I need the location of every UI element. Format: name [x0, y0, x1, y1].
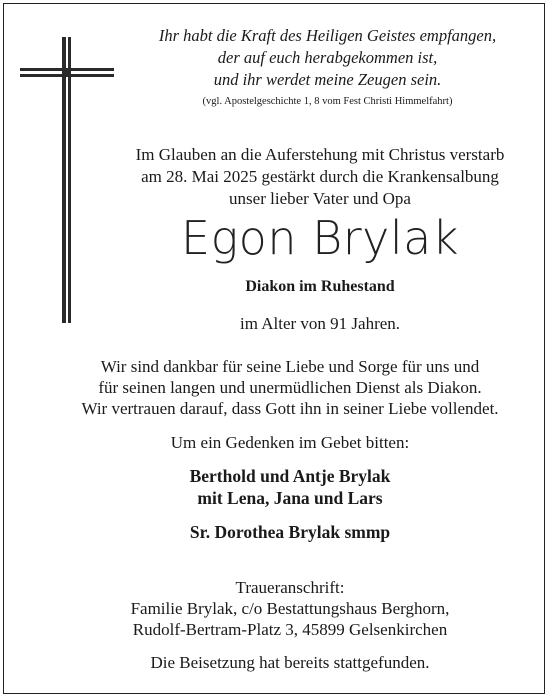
verse-line: der auf euch herabgekommen ist, [217, 48, 438, 67]
verse-line: und ihr werdet meine Zeugen sein. [213, 70, 442, 89]
bible-verse [120, 25, 535, 91]
deceased-title: Diakon im Ruhestand [245, 278, 395, 295]
intro-text [100, 144, 540, 210]
intro-line: am 28. Mai 2025 gestärkt durch die Krankensalbung [141, 167, 499, 186]
mourning-address [40, 577, 540, 640]
verse-line: Ihr habt die Kraft des Heiligen Geistes empfangen, [158, 26, 497, 45]
address-line: Familie Brylak, c/o Bestattungshaus Berghorn, [130, 599, 450, 618]
deceased-name: Egon Brylak [181, 211, 459, 265]
address-line: Traueranschrift: [235, 578, 345, 597]
intro-line: Im Glauben an die Auferstehung mit Christus verstarb [135, 145, 505, 164]
mourner-line: mit Lena, Jana und Lars [197, 488, 383, 508]
intro-line: unser lieber Vater und Opa [229, 189, 411, 208]
mourner-line: Sr. Dorothea Brylak smmp [189, 522, 391, 542]
mourners [40, 465, 540, 543]
thanks-text [40, 356, 540, 419]
thanks-line: Wir vertrauen darauf, dass Gott ihn in seiner Liebe vollendet. [81, 399, 499, 418]
prayer-request: Um ein Gedenken im Gebet bitten: [170, 433, 410, 452]
mourner-line: Berthold und Antje Brylak [189, 466, 391, 486]
burial-note: Die Beisetzung hat bereits stattgefunden. [150, 653, 430, 672]
thanks-line: Wir sind dankbar für seine Liebe und Sorge für uns und [100, 357, 480, 376]
deceased-age: im Alter von 91 Jahren. [239, 314, 401, 333]
verse-reference: (vgl. Apostelgeschichte 1, 8 vom Fest Christi Himmelfahrt) [202, 96, 453, 107]
thanks-line: für seinen langen und unermüdlichen Dienst als Diakon. [98, 378, 482, 397]
address-line: Rudolf-Bertram-Platz 3, 45899 Gelsenkirchen [132, 620, 448, 639]
